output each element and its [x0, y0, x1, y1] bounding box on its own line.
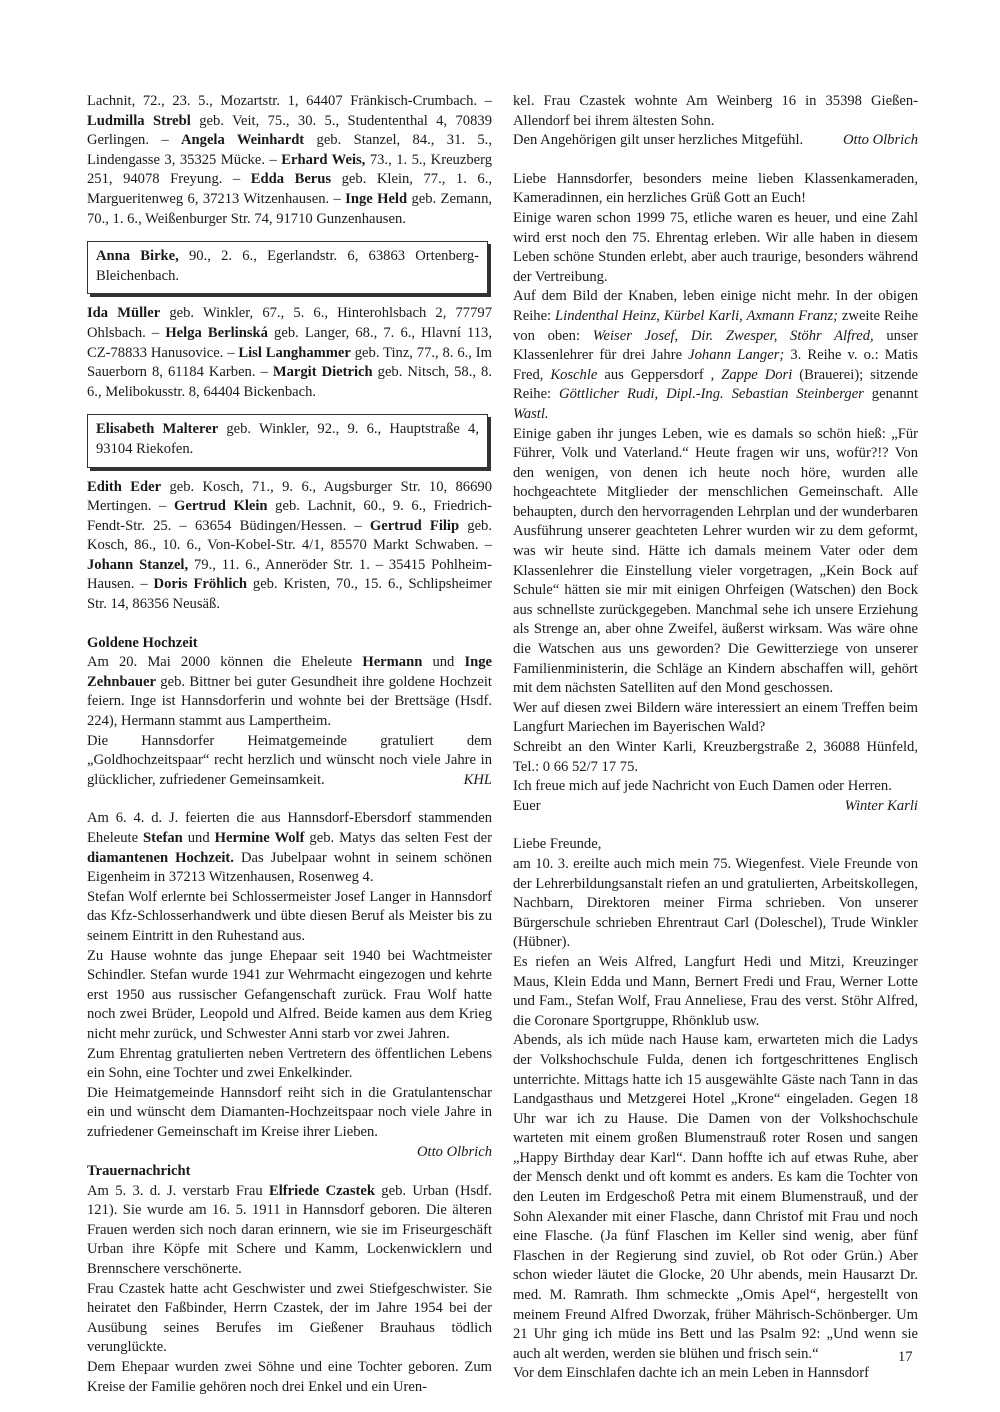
text-run: geb. Lachnit, 60., 9. 6., Friedrich-Fendt-Str. 25. – 63654 Büdingen/Hessen. – — [87, 498, 492, 534]
paragraph: Einige waren schon 1999 75, etliche waren es heuer, und eine Zahl wird erst noch den 75. Ehrentag erleben. Wir alle haben in diesem Leben schöne Stunden erlebt, aber auch traurige, besonders während der Vertreibung. — [513, 209, 918, 285]
italic-text: Lindenthal Heinz, Kürbel Karli, Axmann Franz; — [555, 307, 838, 324]
text-run: Am 5. 3. d. J. verstarb Frau — [87, 1182, 269, 1199]
bold-name: Gertrud Klein — [173, 498, 268, 515]
signature: Otto Olbrich — [417, 1143, 492, 1160]
bold-name: Elisabeth Malterer — [96, 421, 219, 438]
text-run: geb. Winkler, 92., 9. 6., Hauptstraße 4, 93104 Riekofen. — [96, 421, 479, 457]
bold-name: Gertrud Filip — [369, 517, 460, 534]
birthday-list-1 — [87, 92, 492, 229]
paragraph — [87, 1182, 492, 1280]
bold-name: Helga Berlinská — [165, 324, 268, 341]
italic-text: Weiser Josef, Dir. Zwesper, Stöhr Alfred, — [592, 327, 874, 344]
paragraph: Abends, als ich müde nach Hause kam, erwarteten mich die Ladys der Volkshochschule Fulda, denen ich fortgeschrittenes Englisch unterrichte. Mittags hatte ich 15 ausgewählte Gäste nach Tann in das Landgasthaus und Metzgerei Hotel „Krone“ eingeladen. Gegen 18 Uhr war ich zu Hause. Die Damen von der Volkshochschule warteten mit einem großen Blumenstrauß roter Rosen und sangen „Happy Birthday dear Karl“. Dann hoffte ich auf etwas Ruhe, aber der Mensch denkt und oft kommt es anders. Es kam die Tochter von den Leuten im Erdgeschoß Petra mit einem Blumenstrauß, und der Sohn Alexander mit einer Flasche, dann Christof mit Frau und noch eine Flasche. (Ja fünf Flaschen im Keller sind wenig, aber fünf Flaschen in der Regierung sind zuviel, ob Rot oder Grün.) Aber schon wieder läutet die Glocke, 20 Uhr abends, mein Hausarzt Dr. med. M. Ramrath. Ihm schmeckte „Omis Apel“, hergestellt von meinem Freund Alfred Dworzak, früher Mährisch-Schönberger. Um 21 Uhr ging ich müde ins Bett und las Psalm 92: „Und wenn sie auch alt werden, werden sie blühen und frisch sein.“ — [513, 1032, 918, 1362]
bold-name: Ida Müller — [87, 305, 161, 322]
italic-text: Wastl. — [513, 405, 549, 422]
paragraph: Frau Czastek hatte acht Geschwister und zwei Stiefgeschwister. Sie heiratet den Faßbinder, Herrn Czastek, der im Jahre 1954 bei der Ausübung seines Berufes im Gießener Brauhaus tödlich verunglückte. — [87, 1280, 492, 1356]
text-run: geb. Bittner bei guter Gesundheit ihre goldene Hochzeit feiern. Inge ist Hannsdorferin und wohnte bei der Brettsäge (Hsdf. 224), Hermann stammt aus Lampertheim. — [87, 673, 492, 730]
bold-name: diamantenen Hochzeit. — [87, 849, 234, 866]
text-run: aus Geppersdorf , — [597, 366, 722, 383]
italic-text: Johann Langer; — [688, 347, 785, 364]
bold-name: Edda Berus — [250, 171, 332, 188]
text-run: geb. Kosch, 71., 9. 6., Augsburger Str. 10, 86690 Mertingen. – — [87, 478, 492, 515]
text-run: unser Klassenlehrer für drei Jahre — [513, 327, 918, 364]
bold-name: Hermine Wolf — [214, 830, 305, 846]
italic-text: Koschle — [550, 366, 598, 383]
bold-name: Inge Held — [345, 190, 408, 207]
bold-name: Erhard Weis, — [281, 151, 366, 168]
text-run: 90., 2. 6., Egerlandstr. 6, 63863 Ortenberg-Bleichenbach. — [96, 248, 479, 284]
text-run: geb. Urban (Hsdf. 121). Sie wurde am 16. 5. 1911 in Hannsdorf geboren. Die älteren Frauen werden sich noch daran erinnern, wie sie im Friseurgeschäft Urban ihre Köpfe mit Schere und Kamm, Lockenwicklern und Brennschere verschönerte. — [87, 1182, 492, 1278]
text-run: geb. Stanzel, 84., 31. 5., Lindengasse 3, 35325 Mücke. – — [87, 132, 492, 168]
paragraph: Ich freue mich auf jede Nachricht von Euch Damen oder Herren. — [513, 778, 892, 795]
text-run: (Brauerei); sitzende Reihe: — [513, 366, 918, 403]
bold-name: Ludmilla Strebl — [87, 112, 191, 129]
text-run: geb. Langer, 68., 7. 6., Hlavní 113, CZ-78833 Hanusovice. – — [87, 324, 492, 361]
bold-name: Elfriede Czastek — [268, 1182, 375, 1199]
paragraph: Es riefen an Weis Alfred, Langfurt Hedi und Mitzi, Kreuzinger Maus, Klein Edda und Mann, Bernert Fredi und Frau, Werner Lotte und Fam., Stefan Wolf, Frau Anneliese, Frau des verst. Stöhr Alfred, die Coronare Sportgruppe, Rhönklub usw. — [513, 953, 918, 1029]
section-heading-goldene-hochzeit: Goldene Hochzeit — [87, 634, 198, 651]
text-run: und — [182, 830, 215, 846]
text-run: 79., 11. 6., Anneröder Str. 1. – 35415 Pohlheim-Hausen. – — [87, 556, 492, 593]
birthday-list-2 — [87, 304, 492, 402]
highlight-box-elisabeth-malterer — [87, 414, 488, 467]
text-run: Auf dem Bild der Knaben, leben einige nicht mehr. In der obigen Reihe: — [513, 288, 918, 324]
text-run: Am 20. Mai 2000 können die Eheleute — [87, 654, 363, 671]
text-run: geb. Tinz, 77., 8. 6., Im Sauerborn 8, 61184 Karben. – — [87, 344, 493, 381]
paragraph: Schreibt an den Winter Karli, Kreuzbergstraße 2, 36088 Hünfeld, Tel.: 0 66 52/7 17 75. — [513, 739, 918, 775]
text-run: zweite Reihe von oben: — [513, 307, 918, 344]
paragraph: Einige gaben ihr junges Leben, wie es damals so schön hieß: „Für Führer, Volk und Vaterland.“ Heute fragen wir uns, wofür?!? Von den wenigen, von denen ich heute noch höre, wurden alle hochgeachtete Mitglieder der menschlichen Gemeinschaft. Alle behaupten, durch den hervorragenden Lehrplan und der wunderbaren Ausführung unserer geachteten Lehrer wurden wir zu dem geformt, was wir heute sind. Hätte ich damals meinem Vater oder dem Klassenlehrer die Einstellung vieler vorgetragen, „Kein Bock auf Schule“ hätten sie mir mit einigen Ohrfeigen (Watschen) den Bock aus schnellste zurückgegeben. Manchmal sehe ich unsere Erziehung als Strenge an, aber ohne Zweifel, äußerst wirksam. Was wäre ohne die Watschen aus uns geworden? Die Gewitterziege von unserer Familienministerin, die Schläge an Kindern abschaffen will, gehört mit dem nächsten Satelliten auf den Mond geschossen. — [513, 425, 918, 697]
paragraph — [513, 287, 918, 424]
paragraph — [87, 809, 492, 887]
text-run: 73., 1. 5., Kreuzberg 251, 94078 Freyung. – — [87, 151, 493, 188]
text-run: 3. Reihe v. o.: Matis Fred, — [513, 347, 918, 383]
italic-text: Zappe Dori — [721, 366, 793, 383]
text-run: Das Jubelpaar wohnt in seinem schönen Eigenheim in 37213 Witzenhausen, Rosenweg 4. — [87, 849, 493, 886]
text-run: geb. Winkler, 67., 5. 6., Hinterohlsbach 2, 77797 Ohlsbach. – — [87, 305, 492, 341]
bold-name: Hermann — [362, 654, 423, 671]
paragraph: Die Hannsdorfer Heimatgemeinde gratuliert dem „Goldhochzeitspaar“ recht herzlich und wünscht noch viele Jahre in glücklicher, zufriedener Gemeinsamkeit. KHL — [87, 732, 492, 791]
italic-text: Göttlicher Rudi, Dipl.-Ing. Sebastian Steinberger — [559, 386, 864, 403]
text-run: genannt — [863, 386, 918, 403]
text-run: Am 6. 4. d. J. feierten die aus Hannsdorf-Ebersdorf stammenden Eheleute — [87, 810, 492, 846]
bold-name: Johann Stanzel, — [87, 556, 189, 573]
text-run: geb. Klein, 77., 1. 6., Margueritenweg 6, 37213 Witzenhausen. – — [87, 171, 492, 207]
text-run: geb. Kristen, 70., 15. 6., Schlipsheimer Str. 14, 86356 Neusäß. — [87, 576, 492, 613]
birthday-list-3 — [87, 478, 492, 615]
highlight-box-text — [96, 420, 479, 459]
signature: KHL — [463, 771, 492, 788]
page-number: 17 — [898, 1349, 913, 1365]
bold-name: Doris Fröhlich — [153, 576, 247, 593]
paragraph: kel. Frau Czastek wohnte Am Weinberg 16 in 35398 Gießen-Allendorf bei ihrem ältesten Sohn. — [513, 93, 918, 129]
text-run: und — [422, 654, 465, 671]
left-column — [87, 92, 492, 1397]
text-run: geb. Veit, 75., 30. 5., Studententhal 4, 70839 Gerlingen. – — [87, 112, 492, 149]
paragraph — [87, 653, 492, 731]
text-run: geb. Matys das selten Fest der — [304, 830, 492, 846]
highlight-box-anna-birke — [87, 241, 488, 294]
paragraph: Dem Ehepaar wurden zwei Söhne und eine Tochter geboren. Zum Kreise der Familie gehören noch drei Enkel und ein Uren- — [87, 1359, 492, 1395]
right-column — [513, 92, 918, 1384]
paragraph: Vor dem Einschlafen dachte ich an mein Leben in Hannsdorf — [513, 1365, 869, 1382]
paragraph: Liebe Freunde, — [513, 836, 602, 853]
signature: Otto Olbrich — [843, 132, 918, 149]
paragraph: am 10. 3. ereilte auch mich mein 75. Wiegenfest. Viele Freunde von der Lehrerbildungsanstalt riefen an und gratulierten, Arbeitskollegen, Nachbarn, Direktoren meiner Firma schrieben. Von unserer Bürgerschule schrieben Ehrentraut Carl (Doleschel), Trude Winkler (Hübner). — [513, 855, 918, 951]
text-run: geb. Zemann, 70., 1. 6., Weißenburger Str. 74, 91710 Gunzenhausen. — [87, 190, 493, 227]
bold-name: Angela Weinhardt — [181, 132, 305, 149]
paragraph: Liebe Hannsdorfer, besonders meine lieben Klassenkameraden, Kameradinnen, ein herzliches Grüß Gott an Euch! — [513, 170, 918, 207]
text-run: Lachnit, 72., 23. 5., Mozartstr. 1, 64407 Fränkisch-Crumbach. – — [87, 93, 492, 109]
signature: Winter Karli — [844, 797, 918, 814]
paragraph: Zum Ehrentag gratulierten neben Vertretern des öffentlichen Lebens ein Sohn, eine Tochter und zwei Enkelkinder. — [87, 1045, 492, 1082]
paragraph: Stefan Wolf erlernte bei Schlossermeister Josef Langer in Hannsdorf das Kfz-Schlosserhandwerk und übte diesen Beruf als Meister bis zu seinem Eintritt in den Ruhestand aus. — [87, 888, 492, 944]
text-run: geb. Nitsch, 58., 8. 6., Melibokusstr. 8, 64404 Bickenbach. — [87, 364, 492, 400]
bold-name: Margit Dietrich — [272, 364, 373, 381]
bold-name: Edith Eder — [87, 478, 162, 495]
text-run: geb. Kosch, 86., 10. 6., Von-Kobel-Str. 4/1, 85570 Markt Schwaben. – — [87, 517, 492, 554]
paragraph: Den Angehörigen gilt unser herzliches Mitgefühl. Otto Olbrich — [513, 131, 918, 151]
paragraph: Zu Hause wohnte das junge Ehepaar seit 1940 bei Wachtmeister Schindler. Stefan wurde 1941 zur Wehrmacht eingezogen und kehrte erst 1950 aus russischer Gefangenschaft zurück. Frau Wolf hatte noch zwei Brüder, Leopold und Alfred. Beide kamen aus dem Krieg nicht mehr zurück, und Schwester Anni starb vor zwei Jahren. — [87, 947, 492, 1042]
bold-name: Stefan — [143, 830, 183, 846]
section-heading-trauernachricht: Trauernachricht — [87, 1163, 191, 1180]
bold-name: Inge Zehnbauer — [87, 654, 493, 690]
highlight-box-text — [96, 247, 479, 286]
paragraph: Die Heimatgemeinde Hannsdorf reiht sich in die Gratulantenschar ein und wünscht dem Diamanten-Hochzeitspaar noch viele Jahre in zufriedener Gemeinschaft im Kreise ihrer Lieben. — [87, 1084, 492, 1140]
paragraph: Wer auf diesen zwei Bildern wäre interessiert an einem Treffen beim Langfurt Mariechen im Bayerischen Wald? — [513, 699, 918, 736]
bold-name: Anna Birke, — [96, 248, 179, 265]
paragraph: Euer Winter Karli — [513, 797, 918, 817]
bold-name: Lisl Langhammer — [238, 344, 351, 361]
